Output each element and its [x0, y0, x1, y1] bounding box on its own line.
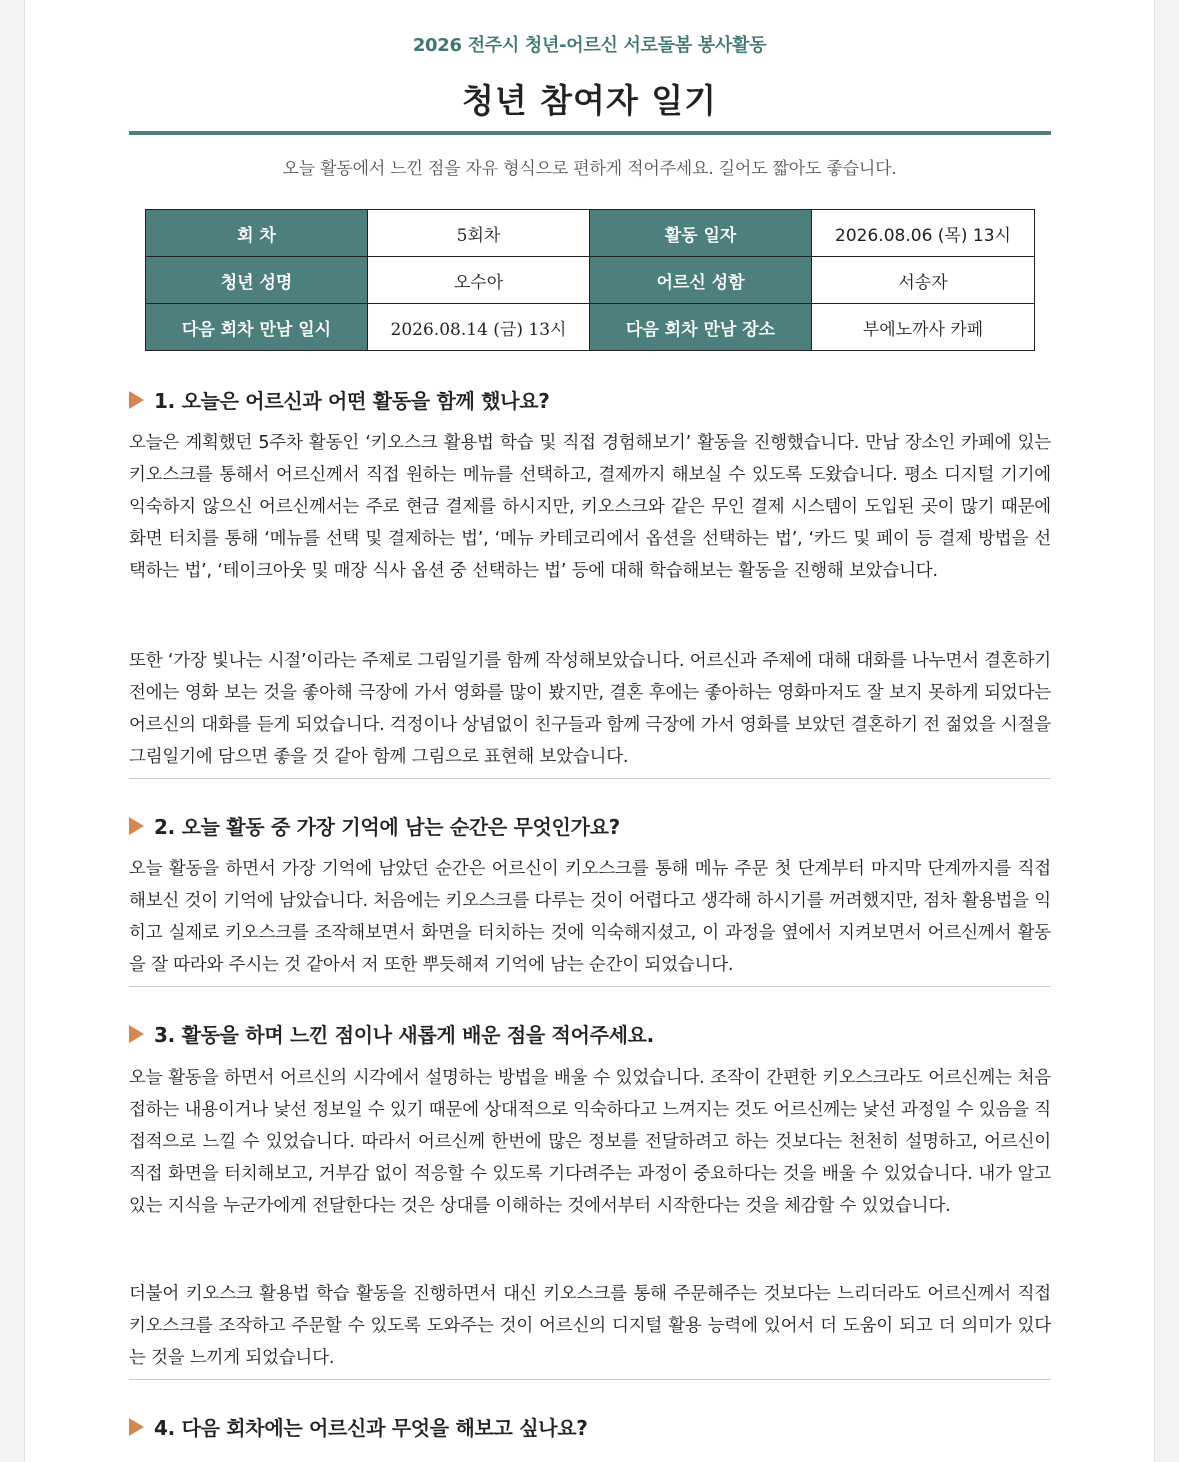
instruction-text: 오늘 활동에서 느낀 점을 자유 형식으로 편하게 적어주세요. 길어도 짧아도 좋습니다.: [282, 159, 897, 179]
diary-page: [24, 0, 1155, 1462]
section-divider: [129, 778, 1051, 779]
program-subtitle: 2026 전주시 청년-어르신 서로돌봄 봉사활동: [412, 35, 767, 56]
answer-2-paragraph-1: 오늘 활동을 하면서 가장 기억에 남았던 순간은 어르신이 키오스크를 통해 메뉴 주문 첫 단계부터 마지막 단계까지를 직접 해보신 것이 기억에 남았습니다. 처음에는 키오스크를 다루는 것이 어렵다고 생각해 하시기를 꺼려했지만, 점차 활용법을 익히고 실제로 키오스크를 조작해보면서 화면을 터치하는 것에 익숙해지셨고, 이 과정을 옆에서 지켜보면서 어르신께서 활동을 잘 따라와 주시는 것 같아서 저 또한 뿌듯해져 기억에 남는 순간이 되었습니다.: [129, 859, 1051, 975]
answer-3-paragraph-2: 더불어 키오스크 활용법 학습 활동을 진행하면서 대신 키오스크를 통해 주문해주는 것보다는 느리더라도 어르신께서 직접 키오스크를 조작하고 주문할 수 있도록 도와주는 것이 어르신의 디지털 활용 능력에 있어서 더 도움이 되고 더 의미가 있다는 것을 느끼게 되었습니다.: [129, 1284, 1051, 1368]
activity-date-label: 활동 일자: [590, 210, 812, 257]
answer-1-paragraph-1: 오늘은 계획했던 5주차 활동인 ‘키오스크 활용법 학습 및 직접 경험해보기’ 활동을 진행했습니다. 만남 장소인 카페에 있는 키오스크를 통해서 어르신께서 직접 원하는 메뉴를 선택하고, 결제까지 해보실 수 있도록 도왔습니다. 평소 디지털 기기에 익숙하지 않으신 어르신께서는 주로 현금 결제를 하시지만, 키오스크와 같은 무인 결제 시스템이 도입된 곳이 많기 때문에 화면 터치를 통해 ‘메뉴를 선택 및 결제하는 법’, ‘메뉴 카테코리에서 옵션을 선택하는 법’, ‘카드 및 페이 등 결제 방법을 선택하는 법’, ‘테이크아웃 및 매장 식사 옵션 중 선택하는 법’ 등에 대해 학습해보는 활동을 진행해 보았습니다.: [129, 433, 1051, 581]
section-divider: [129, 986, 1051, 987]
triangle-bullet-icon: [129, 1025, 144, 1043]
answer-3-paragraph-1: 오늘 활동을 하면서 어르신의 시각에서 설명하는 방법을 배울 수 있었습니다. 조작이 간편한 키오스크라도 어르신께는 처음 접하는 내용이거나 낯선 정보일 수 있기 때문에 상대적으로 익숙하다고 느껴지는 것도 어르신께는 낯선 과정일 수 있음을 직접적으로 느낄 수 있었습니다. 따라서 어르신께 한번에 많은 정보를 전달하려고 하는 것보다는 천천히 설명하고, 어르신이 직접 화면을 터치해보고, 거부감 없이 적응할 수 있도록 기다려주는 과정이 중요하다는 것을 배울 수 있었습니다. 내가 알고 있는 지식을 누군가에게 전달한다는 것은 상대를 이해하는 것에서부터 시작한다는 것을 체감할 수 있었습니다.: [129, 1068, 1051, 1216]
table-row: [146, 304, 1035, 351]
next-meeting-time-label: 다음 회차 만남 일시: [146, 304, 368, 351]
next-meeting-place-label: 다음 회차 만남 장소: [590, 304, 812, 351]
elder-name-value: 서송자: [812, 257, 1035, 304]
question-4-heading: [129, 1412, 1051, 1441]
elder-name-label: 어르신 성함: [590, 257, 812, 304]
triangle-bullet-icon: [129, 817, 144, 835]
section-divider: [129, 1379, 1051, 1380]
session-value: 5회차: [368, 210, 590, 257]
title-divider: [129, 131, 1051, 135]
question-1-text: 1. 오늘은 어르신과 어떤 활동을 함께 했나요?: [154, 389, 550, 413]
session-label: 회 차: [146, 210, 368, 257]
answer-1-paragraph-2: 또한 ‘가장 빛나는 시절’이라는 주제로 그림일기를 함께 작성해보았습니다. 어르신과 주제에 대해 대화를 나누면서 결혼하기 전에는 영화 보는 것을 좋아해 극장에 가서 영화를 많이 봤지만, 결혼 후에는 좋아하는 영화마저도 잘 보지 못하게 되었다는 어르신의 대화를 듣게 되었습니다. 걱정이나 상념없이 친구들과 함께 극장에 가서 영화를 보았던 결혼하기 전 젊었을 시절을 그림일기에 담으면 좋을 것 같아 함께 그림으로 표현해 보았습니다.: [129, 651, 1051, 767]
triangle-bullet-icon: [129, 1418, 144, 1436]
youth-name-value: 오수아: [368, 257, 590, 304]
triangle-bullet-icon: [129, 391, 144, 409]
page-title: 청년 참여자 일기: [461, 81, 718, 120]
question-1-heading: [129, 385, 1051, 414]
question-3-heading: [129, 1019, 1051, 1048]
question-2-heading: [129, 811, 1051, 840]
session-info-table: [145, 209, 1035, 351]
table-row: [146, 210, 1035, 257]
table-row: [146, 257, 1035, 304]
next-meeting-time-value: 2026.08.14 (금) 13시: [368, 304, 590, 351]
question-2-text: 2. 오늘 활동 중 가장 기억에 남는 순간은 무엇인가요?: [154, 815, 620, 839]
question-4-text: 4. 다음 회차에는 어르신과 무엇을 해보고 싶나요?: [154, 1416, 588, 1440]
activity-date-value: 2026.08.06 (목) 13시: [812, 210, 1035, 257]
next-meeting-place-value: 부에노까사 카페: [812, 304, 1035, 351]
youth-name-label: 청년 성명: [146, 257, 368, 304]
question-3-text: 3. 활동을 하며 느낀 점이나 새롭게 배운 점을 적어주세요.: [154, 1023, 654, 1047]
